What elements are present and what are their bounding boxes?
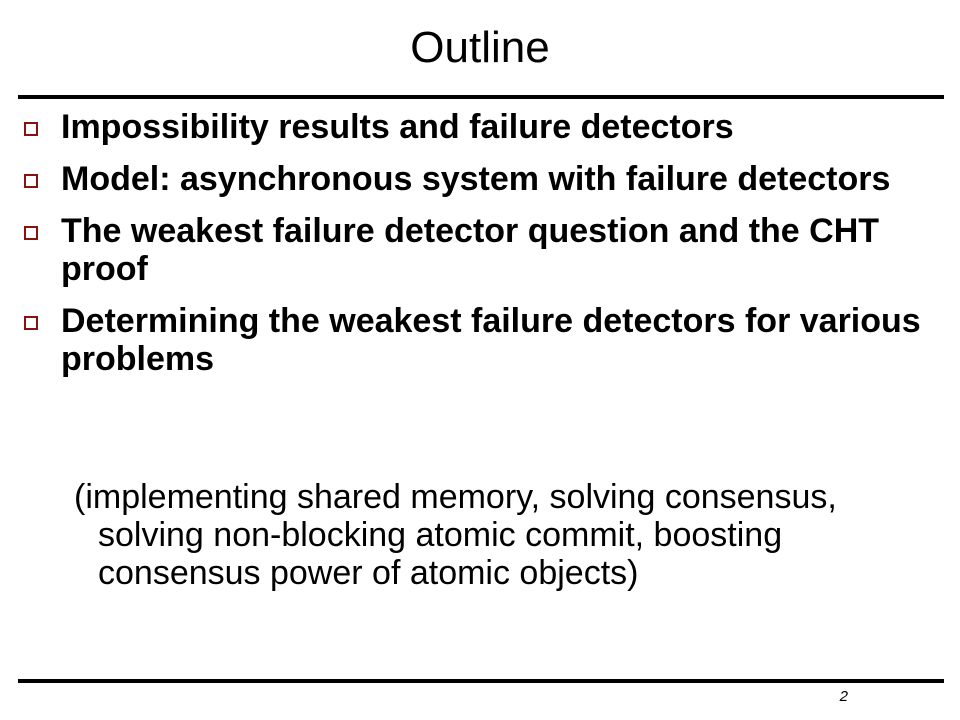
top-divider bbox=[18, 95, 944, 99]
square-bullet-icon bbox=[24, 122, 38, 136]
bullet-item bbox=[24, 302, 944, 378]
square-bullet-icon bbox=[24, 316, 38, 330]
bullet-text: The weakest failure detector question and the CHT proof bbox=[61, 212, 880, 288]
square-bullet-icon bbox=[24, 226, 38, 240]
slide-title: Outline bbox=[410, 23, 550, 72]
page-number: 2 bbox=[839, 688, 848, 705]
bullet-item bbox=[24, 160, 944, 198]
bullet-item bbox=[24, 212, 944, 288]
bottom-divider bbox=[18, 679, 944, 683]
bullet-text: Impossibility results and failure detectors bbox=[61, 108, 734, 146]
bullet-item bbox=[24, 108, 944, 146]
sub-paragraph: (implementing shared memory, solving consensus, solving non-blocking atomic commit, boosting consensus power of atomic objects) bbox=[74, 478, 837, 592]
bullet-text: Model: asynchronous system with failure detectors bbox=[61, 160, 891, 198]
square-bullet-icon bbox=[24, 174, 38, 188]
bullet-list bbox=[24, 108, 944, 392]
bullet-text: Determining the weakest failure detectors for various problems bbox=[61, 302, 921, 378]
